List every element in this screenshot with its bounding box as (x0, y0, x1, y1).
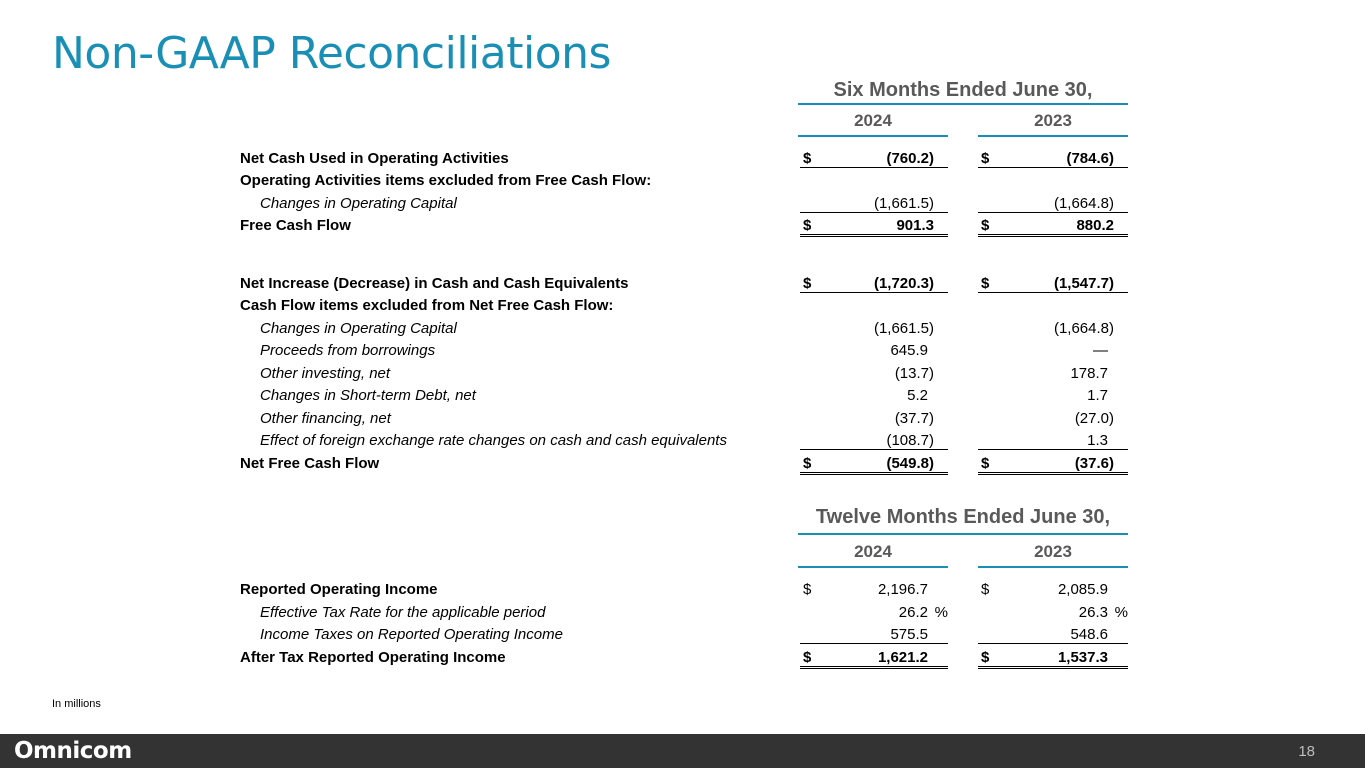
row-label: Other financing, net (260, 410, 391, 427)
value-cell-2024: $ 1,621.2 (800, 646, 948, 669)
page-number: 18 (1298, 743, 1315, 760)
value-cell-2023: 1.3 (978, 429, 1128, 450)
value-cell-2024: $ 901.3 (800, 214, 948, 237)
value-cell-2024: 645.9 (890, 342, 928, 359)
value-cell-2023: $ 880.2 (978, 214, 1128, 237)
value-cell-2024: 26.2 % (898, 604, 948, 621)
table-row (0, 384, 1365, 406)
value-cell-2023: (1,664.8) (1053, 320, 1114, 337)
row-label: Reported Operating Income (240, 581, 438, 598)
row-label: Net Cash Used in Operating Activities (240, 150, 509, 167)
value-cell-2024: (1,661.5) (800, 192, 948, 213)
value-cell-2023: (1,664.8) (978, 192, 1128, 213)
value-cell-2024: $ (549.8) (800, 452, 948, 475)
row-label: Changes in Operating Capital (260, 320, 457, 337)
row-label: Effective Tax Rate for the applicable period (260, 604, 546, 621)
table-row (0, 578, 1365, 600)
row-label: Other investing, net (260, 365, 391, 382)
value-cell-2023: $ 2,085.9 (981, 581, 1108, 598)
row-label: Changes in Short-term Debt, net (260, 387, 476, 404)
value-cell-2023: $ (37.6) (978, 452, 1128, 475)
row-label: Income Taxes on Reported Operating Income (260, 626, 563, 643)
value-cell-2024: $ (1,720.3) (800, 272, 948, 293)
value-cell-2024: $ 2,196.7 (803, 581, 928, 598)
table-row (0, 272, 1365, 294)
row-label: Free Cash Flow (240, 217, 351, 234)
year-2023-header: 2023 (978, 111, 1128, 137)
six-months-header: Six Months Ended June 30, (798, 79, 1128, 105)
page-title: Non-GAAP Reconciliations (52, 28, 611, 79)
table-row (0, 429, 1365, 451)
row-label: Net Free Cash Flow (240, 455, 380, 472)
omnicom-logo: Omnicom (14, 738, 132, 764)
row-label: Operating Activities items excluded from Free Cash Flow: (240, 172, 652, 189)
value-cell-2024: $ (760.2) (800, 147, 948, 168)
table-row (0, 192, 1365, 214)
value-cell-2024: (13.7) (894, 365, 934, 382)
year-2024-header: 2024 (798, 111, 948, 137)
row-label: Net Increase (Decrease) in Cash and Cash Equivalents (240, 275, 629, 292)
value-cell-2023: $ (1,547.7) (978, 272, 1128, 293)
year-2023-header: 2023 (978, 542, 1128, 568)
table-row (0, 407, 1365, 429)
row-label: After Tax Reported Operating Income (240, 649, 506, 666)
table-row (0, 294, 1365, 316)
value-cell-2024: 575.5 (800, 623, 948, 644)
value-cell-2023: 1.7 (1087, 387, 1108, 404)
value-cell-2024: (1,661.5) (873, 320, 934, 337)
table-row (0, 601, 1365, 623)
units-note: In millions (52, 698, 101, 710)
value-cell-2023: — (1093, 342, 1108, 359)
table-row (0, 339, 1365, 361)
row-label: Effect of foreign exchange rate changes on cash and cash equivalents (260, 432, 727, 449)
table-row (0, 452, 1365, 474)
value-cell-2023: (27.0) (1074, 410, 1114, 427)
year-2024-header: 2024 (798, 542, 948, 568)
value-cell-2024: (37.7) (894, 410, 934, 427)
row-label: Changes in Operating Capital (260, 195, 457, 212)
table-row (0, 646, 1365, 668)
table-row (0, 147, 1365, 169)
table-row (0, 169, 1365, 191)
row-label: Proceeds from borrowings (260, 342, 436, 359)
table-row (0, 362, 1365, 384)
footer-bar (0, 734, 1365, 768)
value-cell-2023: $ 1,537.3 (978, 646, 1128, 669)
value-cell-2023: 548.6 (978, 623, 1128, 644)
table-row (0, 623, 1365, 645)
twelve-months-header: Twelve Months Ended June 30, (798, 506, 1128, 535)
row-label: Cash Flow items excluded from Net Free Cash Flow: (240, 297, 614, 314)
value-cell-2023: 178.7 (1070, 365, 1108, 382)
value-cell-2023: $ (784.6) (978, 147, 1128, 168)
table-row (0, 214, 1365, 236)
table-row (0, 317, 1365, 339)
value-cell-2023: 26.3 % (1078, 604, 1128, 621)
value-cell-2024: (108.7) (800, 429, 948, 450)
value-cell-2024: 5.2 (907, 387, 928, 404)
